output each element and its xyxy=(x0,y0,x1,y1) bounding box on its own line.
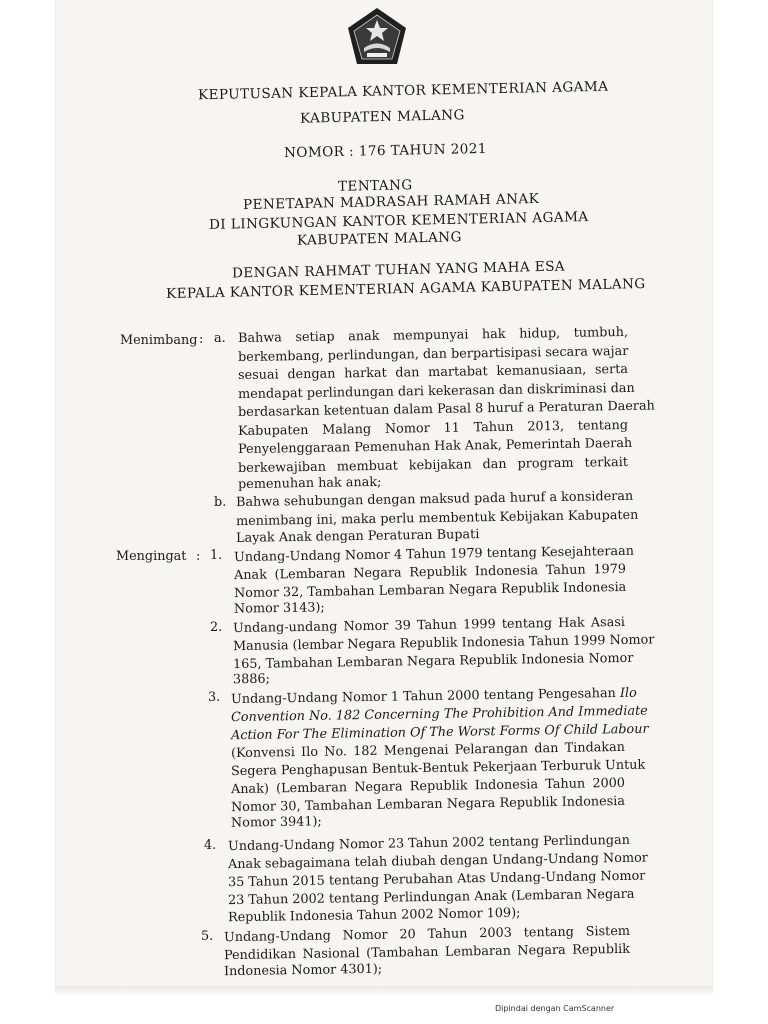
camscanner-footer: Dipindai dengan CamScanner xyxy=(495,1004,615,1013)
mengingat-3-marker: 3. xyxy=(208,690,221,705)
text-line: Bahwa sehubungan dengan maksud pada huruf a konsideran xyxy=(235,488,634,511)
title-line-2: KABUPATEN MALANG xyxy=(299,107,465,127)
text-line-italic: Convention No. 182 Concerning The Prohibition And Immediate xyxy=(230,703,648,726)
text-line: 23 Tahun 2002 tentang Perlindungan Anak (Lembaran Negara xyxy=(227,886,635,909)
text-line-italic: Action For The Elimination Of The Worst Forms Of Child Labour xyxy=(230,721,649,744)
mengingat-4-marker: 4. xyxy=(204,838,217,853)
text-line: mendapat perlindungan dari kekerasan dan diskriminasi dan xyxy=(237,380,635,403)
text-line: berkewajiban membuat kebijakan dan program terkait xyxy=(237,454,629,477)
text-line: berdasarkan ketentuan dalam Pasal 8 huruf a Peraturan Daerah xyxy=(237,398,655,421)
subject-line-2: DI LINGKUNGAN KANTOR KEMENTERIAN AGAMA xyxy=(208,209,589,233)
text-line: 165, Tambahan Lembaran Negara Republik Indonesia Nomor xyxy=(232,650,634,673)
page-edge-shadow xyxy=(56,986,712,996)
text-line: Undang-Undang Nomor 4 Tahun 1979 tentang Kesejahteraan xyxy=(233,543,635,566)
menimbang-a-marker: a. xyxy=(214,331,226,346)
kemenag-emblem-icon xyxy=(342,6,412,76)
text-line: Bahwa setiap anak mempunyai hak hidup, tumbuh, xyxy=(237,324,629,347)
kepala-line: KEPALA KANTOR KEMENTERIAN AGAMA KABUPATEN MALANG xyxy=(165,275,646,303)
text-line: Undang-Undang Nomor 23 Tahun 2002 tentang Perlindungan xyxy=(227,832,631,855)
decree-number: NOMOR : 176 TAHUN 2021 xyxy=(283,140,488,162)
text-line: Layak Anak dengan Peraturan Bupati xyxy=(235,527,480,546)
text-line: Nomor 30, Tambahan Lembaran Negara Republik Indonesia xyxy=(230,793,626,816)
subject-line-1: PENETAPAN MADRASAH RAMAH ANAK xyxy=(242,190,540,214)
text-span-italic: Ilo xyxy=(619,685,637,701)
text-line: Anak) (Lembaran Negara Republik Indonesia Tahun 2000 xyxy=(230,775,626,798)
text-line: Nomor 3941); xyxy=(230,814,322,831)
title-line-1: KEPUTUSAN KEPALA KANTOR KEMENTERIAN AGAMA xyxy=(197,78,609,104)
subject-line-3: KABUPATEN MALANG xyxy=(296,229,462,249)
text-line: Segera Penghapusan Bentuk-Bentuk Pekerjaan Terburuk Untuk xyxy=(230,757,646,780)
rahmat-line: DENGAN RAHMAT TUHAN YANG MAHA ESA xyxy=(231,258,566,282)
text-line: Anak (Lembaran Negara Republik Indonesia Tahun 1979 xyxy=(233,561,627,584)
menimbang-label: Menimbang xyxy=(120,333,198,348)
mengingat-5-marker: 5. xyxy=(201,929,214,944)
text-line: menimbang ini, maka perlu membentuk Kebijakan Kabupaten xyxy=(235,507,639,530)
text-line: Anak sebagaimana telah diubah dengan Undang-Undang Nomor xyxy=(227,850,648,873)
text-line: Republik Indonesia Tahun 2002 Nomor 109); xyxy=(227,905,521,926)
text-line: berkembang, perlindungan, dan berpartisipasi secara wajar xyxy=(237,343,629,366)
mengingat-2-marker: 2. xyxy=(210,620,223,635)
text-line: 35 Tahun 2015 tentang Perubahan Atas Undang-Undang Nomor xyxy=(227,868,646,891)
mengingat-label: Mengingat xyxy=(116,549,187,564)
menimbang-colon: : xyxy=(199,332,204,347)
text-line: Nomor 32, Tambahan Lembaran Negara Republik Indonesia xyxy=(233,579,627,602)
text-line: Kabupaten Malang Nomor 11 Tahun 2013, tentang xyxy=(237,417,629,440)
tentang-heading: TENTANG xyxy=(337,177,413,195)
text-line: pemenuhan hak anak; xyxy=(237,474,382,493)
text-line: 3886; xyxy=(232,671,271,688)
mengingat-colon: : xyxy=(196,549,201,564)
text-line: Nomor 3143); xyxy=(233,600,325,617)
mengingat-1-marker: 1. xyxy=(210,548,223,563)
text-line: Pendidikan Nasional (Tambahan Lembaran Negara Republik xyxy=(223,941,631,964)
menimbang-b-marker: b. xyxy=(214,495,227,510)
text-line: Manusia (lembar Negara Republik Indonesia Tahun 1999 Nomor xyxy=(232,632,655,655)
text-span: Undang-Undang Nomor 1 Tahun 2000 tentang Pengesahan xyxy=(230,685,621,708)
text-line: sesuai dengan harkat dan martabat kemanusiaan, serta xyxy=(237,361,629,384)
text-line: Undang-Undang Nomor 20 Tahun 2003 tentang Sistem xyxy=(223,923,631,946)
text-line: Penyelenggaraan Pemenuhan Hak Anak, Pemerintah Daerah xyxy=(237,435,633,458)
text-line: Undang-undang Nomor 39 Tahun 1999 tentang Hak Asasi xyxy=(232,614,626,637)
text-line: (Konvensi Ilo No. 182 Mengenai Pelarangan dan Tindakan xyxy=(230,739,626,762)
text-line: Indonesia Nomor 4301); xyxy=(223,961,383,980)
